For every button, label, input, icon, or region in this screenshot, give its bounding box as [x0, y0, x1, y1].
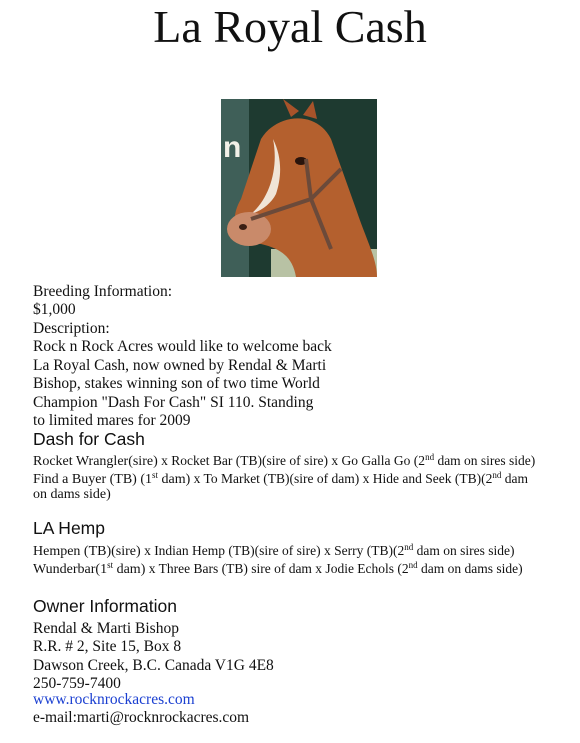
owner-name: Rendal & Marti Bishop: [33, 620, 179, 637]
sire-pedigree-line: on dams side): [33, 487, 111, 502]
dam-pedigree-line: Wunderbar(1st dam) x Three Bars (TB) sire of dam x Jodie Echols (2nd dam on dams side): [33, 560, 523, 577]
svg-text:n: n: [223, 131, 242, 164]
description-line: La Royal Cash, now owned by Rendal & Marti: [33, 357, 327, 374]
sire-pedigree-line: Rocket Wrangler(sire) x Rocket Bar (TB)(sire of sire) x Go Galla Go (2nd dam on sires side): [33, 452, 536, 469]
page-title: La Royal Cash: [153, 1, 427, 52]
horse-head-photo: [221, 99, 377, 277]
description-line: Rock n Rock Acres would like to welcome back: [33, 338, 332, 355]
owner-heading: Owner Information: [33, 596, 177, 616]
owner-address-line: Dawson Creek, B.C. Canada V1G 4E8: [33, 657, 274, 674]
description-line: to limited mares for 2009: [33, 412, 191, 429]
breeding-heading: Breeding Information:: [33, 283, 173, 300]
website-link[interactable]: www.rocknrockacres.com: [33, 691, 195, 708]
description-line: Bishop, stakes winning son of two time World: [33, 375, 320, 392]
description-line: Champion "Dash For Cash" SI 110. Standing: [33, 394, 314, 411]
dam-pedigree-line: Hempen (TB)(sire) x Indian Hemp (TB)(sire of sire) x Serry (TB)(2nd dam on sires side): [33, 542, 515, 559]
sire-heading: Dash for Cash: [33, 429, 145, 449]
owner-email[interactable]: e-mail:marti@rocknrockacres.com: [33, 709, 250, 726]
stud-fee: $1,000: [33, 301, 76, 318]
dam-heading: LA Hemp: [33, 518, 105, 538]
sire-pedigree-line: Find a Buyer (TB) (1st dam) x To Market (TB)(sire of dam) x Hide and Seek (TB)(2nd dam: [33, 470, 528, 487]
description-label: Description:: [33, 320, 110, 337]
owner-address-line: R.R. # 2, Site 15, Box 8: [33, 638, 182, 655]
horse-photo: [221, 99, 377, 277]
owner-phone: 250-759-7400: [33, 675, 121, 692]
